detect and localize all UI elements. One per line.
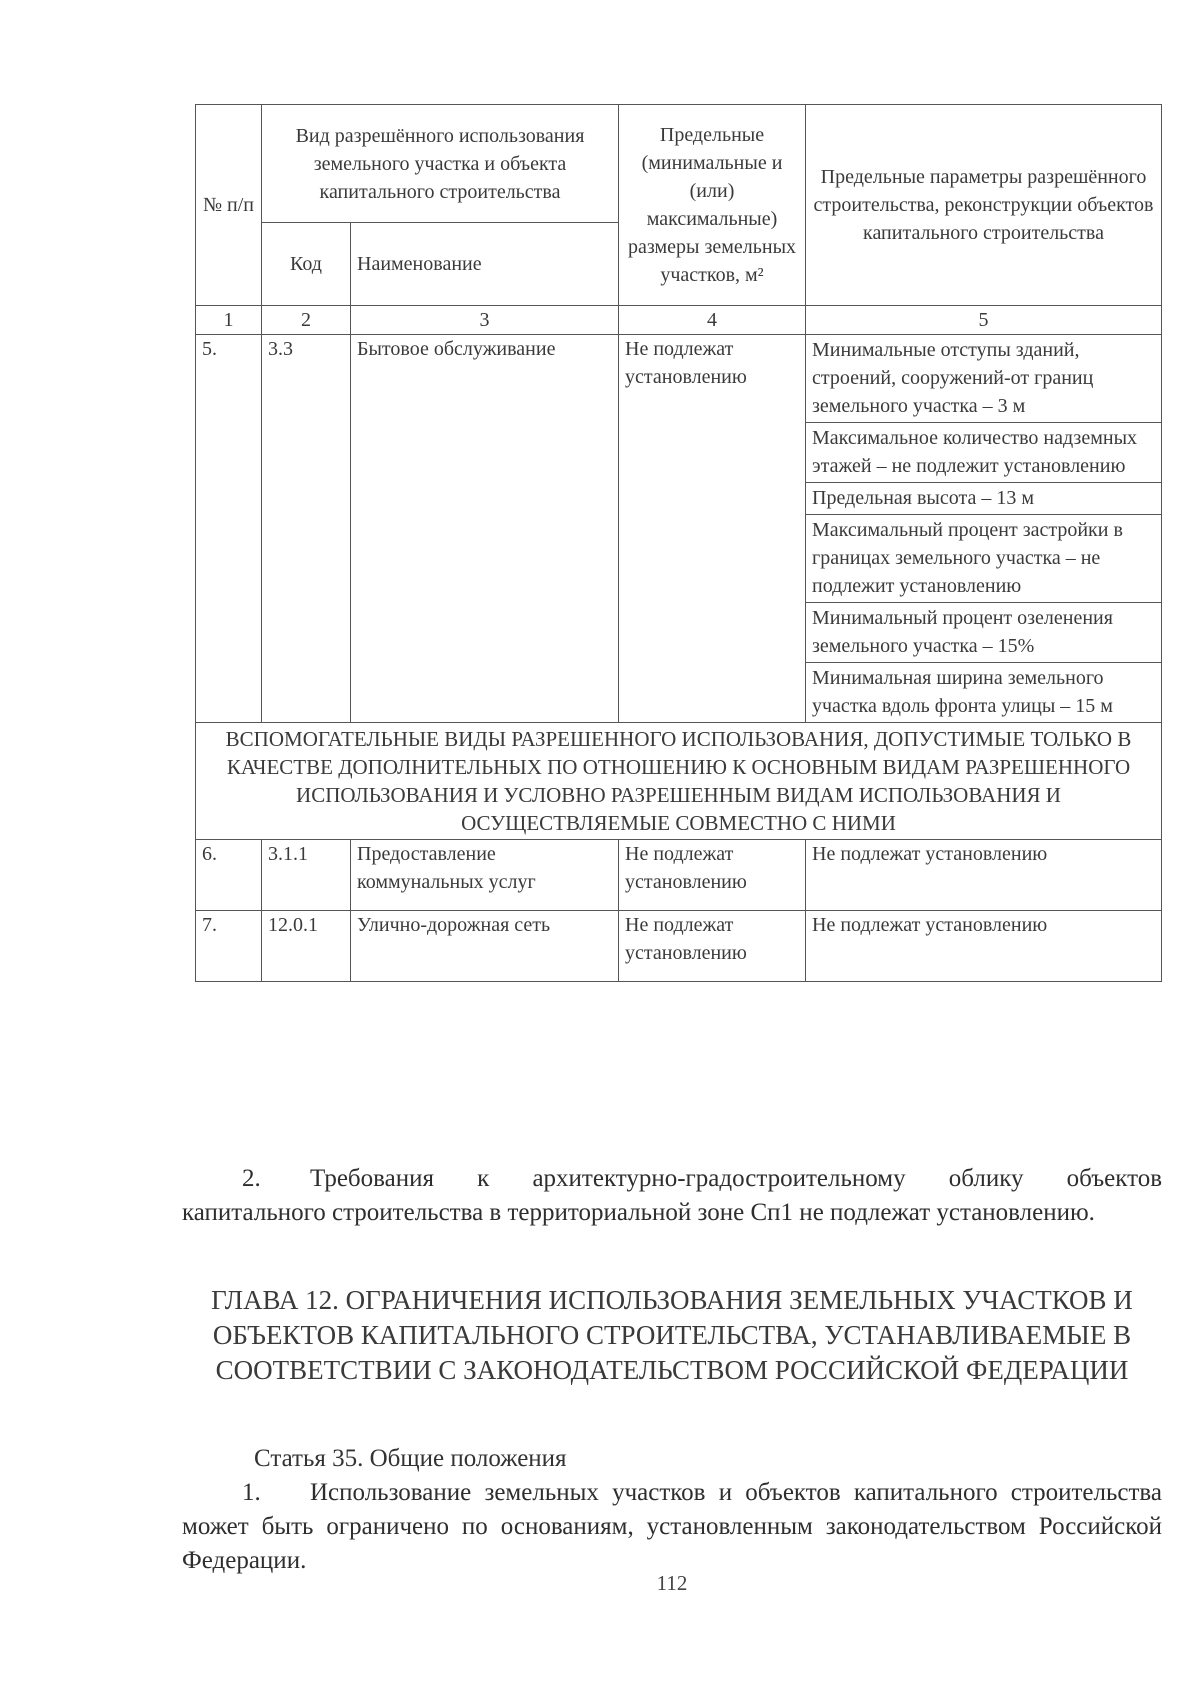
row-params [806,335,1162,723]
header-use-type: Вид разрешённого использования земельного участка и объекта капитального строительства [262,105,619,223]
aux-heading-row [196,723,1162,840]
param-item: Минимальные отступы зданий, строений, сооружений-от границ земельного участка – 3 м [806,335,1161,423]
col-number: 5 [806,306,1162,335]
row-num: 5. [196,335,262,723]
aux-heading: ВСПОМОГАТЕЛЬНЫЕ ВИДЫ РАЗРЕШЕННОГО ИСПОЛЬЗОВАНИЯ, ДОПУСТИМЫЕ ТОЛЬКО В КАЧЕСТВЕ ДОПОЛНИТЕЛЬНЫХ ПО ОТНОШЕНИЮ К ОСНОВНЫМ ВИДАМ РАЗРЕШЕННОГО ИСПОЛЬЗОВАНИЯ И УСЛОВНО РАЗРЕШЕННЫМ ВИДАМ ИСПОЛЬЗОВАНИЯ И ОСУЩЕСТВЛЯЕМЫЕ СОВМЕСТНО С НИМИ [196,723,1162,840]
paragraph-2 [182,1162,1162,1230]
param-item: Максимальный процент застройки в границах земельного участка – не подлежит установлению [806,515,1161,603]
header-code: Код [262,223,351,306]
table-row [196,911,1162,982]
row-num: 7. [196,911,262,982]
paragraph-text: Использование земельных участков и объектов капитального строительства может быть ограничено по основаниям, установленным законодательством Российской Федерации. [182,1479,1162,1574]
paragraph-1 [182,1476,1162,1578]
col-number: 4 [619,306,806,335]
param-item: Предельная высота – 13 м [806,483,1161,515]
row-name: Предоставление коммунальных услуг [351,840,619,911]
column-number-row [196,306,1162,335]
land-use-table [195,104,1162,982]
row-size: Не подлежат установлению [619,335,806,723]
row-num: 6. [196,840,262,911]
row-name: Бытовое обслуживание [351,335,619,723]
row-name: Улично-дорожная сеть [351,911,619,982]
page-number: 112 [656,1571,688,1595]
header-params: Предельные параметры разрешённого строительства, реконструкции объектов капитального строительства [806,105,1162,306]
paragraph-number: 1. [242,1479,261,1506]
row-code: 3.1.1 [262,840,351,911]
col-number: 1 [196,306,262,335]
table-row [196,840,1162,911]
row-params: Не подлежат установлению [806,911,1162,982]
param-item: Минимальный процент озеленения земельного участка – 15% [806,603,1161,663]
article-title: Статья 35. Общие положения [254,1445,567,1472]
paragraph-text: Требования к архитектурно-градостроительному облику объектов капитального строительства в территориальной зоне Сп1 не подлежат установлению. [182,1165,1162,1226]
row-size: Не подлежат установлению [619,911,806,982]
header-num: № п/п [196,105,262,306]
table-row [196,335,1162,723]
col-number: 3 [351,306,619,335]
row-size: Не подлежат установлению [619,840,806,911]
row-params: Не подлежат установлению [806,840,1162,911]
param-item: Минимальная ширина земельного участка вдоль фронта улицы – 15 м [812,667,1113,717]
row-code: 12.0.1 [262,911,351,982]
chapter-heading: ГЛАВА 12. ОГРАНИЧЕНИЯ ИСПОЛЬЗОВАНИЯ ЗЕМЕЛЬНЫХ УЧАСТКОВ И ОБЪЕКТОВ КАПИТАЛЬНОГО СТРОИТЕЛЬСТВА, УСТАНАВЛИВАЕМЫЕ В СООТВЕТСТВИИ С ЗАКОНОДАТЕЛЬСТВОМ РОССИЙСКОЙ ФЕДЕРАЦИИ [211,1285,1133,1385]
header-sizes: Предельные (минимальные и (или) максимальные) размеры земельных участков, м² [619,105,806,306]
table-header-row [196,105,1162,223]
row-code: 3.3 [262,335,351,723]
col-number: 2 [262,306,351,335]
header-name: Наименование [351,223,619,306]
param-item: Максимальное количество надземных этажей – не подлежит установлению [806,423,1161,483]
paragraph-number: 2. [242,1165,261,1192]
